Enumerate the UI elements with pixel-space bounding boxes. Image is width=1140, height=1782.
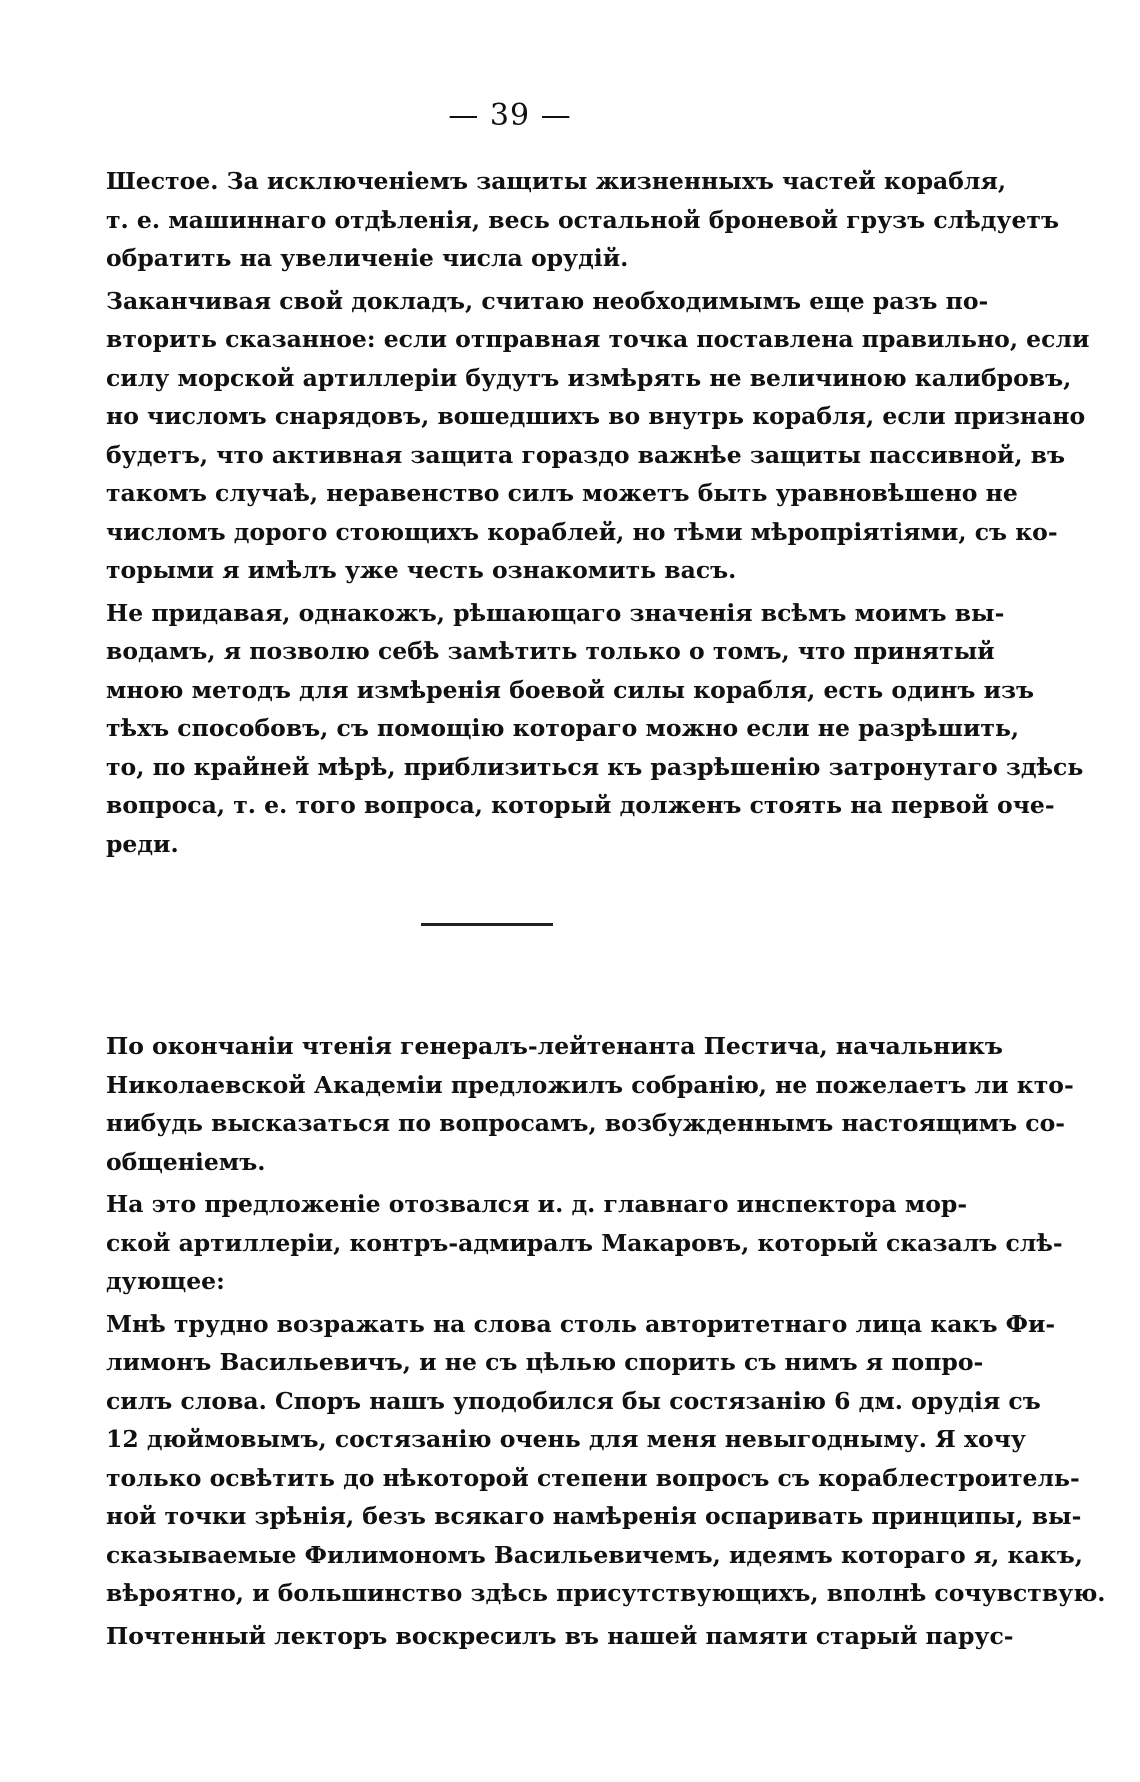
- paragraph: [106, 1185, 1063, 1301]
- text-line: силу морской артиллеріи будутъ измѣрять не величиною калибровъ,: [106, 363, 1072, 392]
- book-page: [106, 96, 1106, 1659]
- paragraph: [106, 594, 1084, 864]
- paragraph: [106, 1027, 1074, 1181]
- text-line: водамъ, я позволю себѣ замѣтить только о томъ, что принятый: [106, 637, 995, 665]
- text-line: Не придавая, однакожъ, рѣшающаго значенія всѣмъ моимъ вы-: [106, 598, 1005, 627]
- text-line: дующее:: [106, 1267, 225, 1295]
- page-number: — 39 —: [448, 98, 572, 133]
- text-line: будетъ, что активная защита гораздо важнѣе защиты пассивной, въ: [106, 440, 1066, 469]
- section-report-conclusion: [106, 162, 1090, 863]
- text-line: то, по крайней мѣрѣ, приблизиться къ разрѣшенію затронутаго здѣсь: [106, 752, 1084, 781]
- text-line: ской артиллеріи, контръ-адмиралъ Макаровъ, который сказалъ слѣ-: [106, 1228, 1063, 1257]
- text-line: вопроса, т. е. того вопроса, который долженъ стоять на первой оче-: [106, 791, 1055, 819]
- text-line: обратить на увеличеніе числа орудій.: [106, 244, 629, 272]
- paragraph: [106, 1305, 1106, 1613]
- paragraph: [106, 1617, 1014, 1656]
- text-line: силъ слова. Споръ нашъ уподобился бы состязанію 6 дм. орудія съ: [106, 1386, 1041, 1415]
- text-line: ной точки зрѣнія, безъ всякаго намѣренія оспаривать принципы, вы-: [106, 1502, 1082, 1530]
- text-line: мною методъ для измѣренія боевой силы корабля, есть одинъ изъ: [106, 675, 1035, 704]
- text-line: числомъ дорого стоющихъ кораблей, но тѣми мѣропріятіями, съ ко-: [106, 517, 1058, 546]
- text-line: общеніемъ.: [106, 1147, 266, 1176]
- text-line: Почтенный лекторъ воскресилъ въ нашей памяти старый парус-: [106, 1621, 1014, 1650]
- text-line: сказываемые Филимономъ Васильевичемъ, идеямъ котораго я, какъ,: [106, 1540, 1083, 1569]
- text-line: Заканчивая свой докладъ, считаю необходимымъ еще разъ по-: [106, 286, 989, 315]
- text-line: Николаевской Академіи предложилъ собранію, не пожелаетъ ли кто-: [106, 1070, 1074, 1099]
- text-line: вѣроятно, и большинство здѣсь присутствующихъ, вполнѣ сочувствую.: [106, 1579, 1106, 1607]
- text-line: На это предложеніе отозвался и. д. главнаго инспектора мор-: [106, 1190, 968, 1218]
- text-line: лимонъ Васильевичъ, и не съ цѣлью спорить съ нимъ я попро-: [106, 1348, 984, 1376]
- section-discussion: [106, 1027, 1106, 1655]
- text-line: такомъ случаѣ, неравенство силъ можетъ быть уравновѣшено не: [106, 479, 1018, 507]
- text-line: вторить сказанное: если отправная точка поставлена правильно, если: [106, 325, 1090, 353]
- text-line: т. е. машиннаго отдѣленія, весь остальной броневой грузъ слѣдуетъ: [106, 205, 1060, 234]
- text-line: нибудь высказаться по вопросамъ, возбужденнымъ настоящимъ со-: [106, 1109, 1066, 1137]
- section-divider-area: [106, 867, 914, 1027]
- text-line: тѣхъ способовъ, съ помощію котораго можно если не разрѣшить,: [106, 714, 1020, 742]
- text-line: По окончаніи чтенія генералъ-лейтенанта Пестича, начальникъ: [106, 1032, 1003, 1060]
- text-line: реди.: [106, 829, 179, 858]
- text-line: только освѣтить до нѣкоторой степени вопросъ съ кораблестроитель-: [106, 1463, 1080, 1492]
- paragraph: [106, 162, 1060, 278]
- paragraph: [106, 282, 1090, 590]
- text-line: но числомъ снарядовъ, вошедшихъ во внутрь корабля, если признано: [106, 402, 1086, 430]
- section-divider-rule: [421, 923, 553, 926]
- text-line: Мнѣ трудно возражать на слова столь авторитетнаго лица какъ Фи-: [106, 1309, 1056, 1338]
- text-line: торыми я имѣлъ уже честь ознакомить васъ.: [106, 556, 737, 584]
- text-line: Шестое. За исключеніемъ защиты жизненныхъ частей корабля,: [106, 167, 1007, 195]
- text-line: 12 дюймовымъ, состязанію очень для меня невыгодныму. Я хочу: [106, 1425, 1026, 1453]
